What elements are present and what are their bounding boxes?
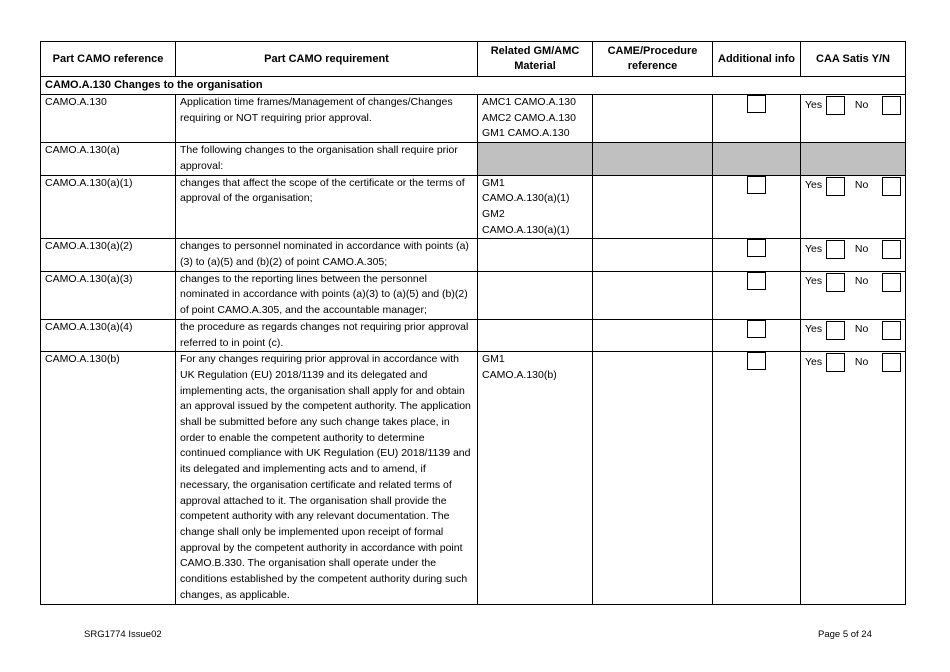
additional-info-checkbox[interactable] (747, 320, 766, 338)
additional-info-cell (713, 175, 801, 239)
yes-checkbox[interactable] (826, 96, 845, 115)
gm-line: GM1 (482, 176, 505, 189)
requirement-cell: changes to personnel nominated in accordance with points (a)(3) to (a)(5) and (b)(2) of point CAMO.A.305; (176, 239, 478, 271)
ref-cell: CAMO.A.130(a)(1) (41, 175, 176, 239)
came-cell[interactable] (593, 175, 713, 239)
gm-cell (478, 175, 593, 239)
header-caa-satis: CAA Satis Y/N (801, 42, 906, 77)
yes-checkbox[interactable] (826, 321, 845, 340)
no-checkbox[interactable] (882, 321, 901, 340)
yes-label: Yes (805, 355, 823, 368)
additional-info-cell (713, 271, 801, 319)
table-row (41, 319, 906, 351)
no-label: No (854, 242, 869, 255)
no-label: No (854, 355, 869, 368)
ref-cell: CAMO.A.130 (41, 95, 176, 143)
satis-options (805, 352, 901, 372)
came-cell[interactable] (593, 271, 713, 319)
ref-cell: CAMO.A.130(a)(4) (41, 319, 176, 351)
no-label: No (854, 98, 869, 111)
ref-cell: CAMO.A.130(a)(2) (41, 239, 176, 271)
section-row (41, 77, 906, 95)
header-additional-info: Additional info (713, 42, 801, 77)
gm-line: CAMO.A.130(b) (482, 368, 557, 381)
no-checkbox[interactable] (882, 353, 901, 372)
gm-line: CAMO.A.130(a)(1) (482, 223, 570, 236)
requirement-cell: changes to the reporting lines between the personnel nominated in accordance with points (a)(3) to (a)(5) and (b)(2) of point CAMO.A.305, and the accountable manager; (176, 271, 478, 319)
satis-options (805, 272, 901, 292)
table-row (41, 271, 906, 319)
additional-info-checkbox[interactable] (747, 352, 766, 370)
ref-cell: CAMO.A.130(b) (41, 352, 176, 604)
requirement-cell: the procedure as regards changes not requiring prior approval referred to in point (c). (176, 319, 478, 351)
gm-cell-disabled (478, 143, 593, 175)
requirement-cell: changes that affect the scope of the certificate or the terms of approval of the organisation; (176, 175, 478, 239)
satis-options (805, 320, 901, 340)
satis-options (805, 239, 901, 259)
no-label: No (854, 323, 869, 336)
gm-cell (478, 271, 593, 319)
additional-info-checkbox[interactable] (747, 239, 766, 257)
yes-label: Yes (805, 98, 823, 111)
came-cell[interactable] (593, 352, 713, 604)
header-part-camo-requirement: Part CAMO requirement (176, 42, 478, 77)
additional-info-cell (713, 352, 801, 604)
requirement-cell: The following changes to the organisation shall require prior approval: (176, 143, 478, 175)
table-row (41, 175, 906, 239)
no-checkbox[interactable] (882, 240, 901, 259)
satis-cell (801, 352, 906, 604)
table-row (41, 239, 906, 271)
gm-cell (478, 239, 593, 271)
table-row (41, 95, 906, 143)
additional-info-checkbox[interactable] (747, 176, 766, 194)
footer-page-number: Page 5 of 24 (818, 629, 872, 640)
additional-info-cell (713, 319, 801, 351)
additional-info-checkbox[interactable] (747, 272, 766, 290)
came-cell[interactable] (593, 95, 713, 143)
gm-line: CAMO.A.130(a)(1) (482, 192, 570, 205)
no-checkbox[interactable] (882, 177, 901, 196)
yes-checkbox[interactable] (826, 273, 845, 292)
yes-checkbox[interactable] (826, 353, 845, 372)
additional-info-cell (713, 239, 801, 271)
requirement-cell: For any changes requiring prior approval in accordance with UK Regulation (EU) 2018/1139 and its delegated and implementing acts, the organisation shall apply for and obtain an approval issued by the competent authority. The application shall be submitted before any such change takes place, in order to enable the competent authority to determine continued compliance with UK Regulation (EU) 2018/1139 and its delegated and implementing acts and to amend, if necessary, the organisation certificate and related terms of approval attached to it. The organisation shall provide the competent authority with any relevant documentation. The change shall only be implemented upon receipt of formal approval by the competent authority in accordance with point CAMO.B.330. The organisation shall operate under the conditions established by the competent authority during such changes, as applicable. (176, 352, 478, 604)
header-came-procedure-reference: CAME/Procedure reference (593, 42, 713, 77)
ref-cell: CAMO.A.130(a)(3) (41, 271, 176, 319)
gm-line: GM2 (482, 207, 505, 220)
satis-cell (801, 319, 906, 351)
satis-cell (801, 95, 906, 143)
came-cell[interactable] (593, 239, 713, 271)
gm-line: AMC2 CAMO.A.130 (482, 111, 576, 124)
came-cell-disabled (593, 143, 713, 175)
no-checkbox[interactable] (882, 273, 901, 292)
no-checkbox[interactable] (882, 96, 901, 115)
no-label: No (854, 179, 869, 192)
ref-cell: CAMO.A.130(a) (41, 143, 176, 175)
table-row (41, 143, 906, 175)
requirement-cell: Application time frames/Management of changes/Changes requiring or NOT requiring prior approval. (176, 95, 478, 143)
gm-cell (478, 319, 593, 351)
gm-line: AMC1 CAMO.A.130 (482, 96, 576, 108)
satis-cell (801, 271, 906, 319)
came-cell[interactable] (593, 319, 713, 351)
compliance-table (40, 41, 906, 605)
yes-label: Yes (805, 275, 823, 288)
additional-info-checkbox[interactable] (747, 95, 766, 113)
gm-line: GM1 (482, 353, 505, 366)
additional-info-cell-disabled (713, 143, 801, 175)
gm-cell (478, 95, 593, 143)
additional-info-cell (713, 95, 801, 143)
no-label: No (854, 275, 869, 288)
yes-checkbox[interactable] (826, 177, 845, 196)
header-part-camo-reference: Part CAMO reference (41, 42, 176, 77)
gm-line: GM1 CAMO.A.130 (482, 127, 570, 140)
yes-checkbox[interactable] (826, 240, 845, 259)
satis-options (805, 176, 901, 196)
yes-label: Yes (805, 242, 823, 255)
satis-cell (801, 175, 906, 239)
gm-cell (478, 352, 593, 604)
satis-cell (801, 239, 906, 271)
section-title: CAMO.A.130 Changes to the organisation (41, 77, 906, 95)
footer-doc-id: SRG1774 Issue02 (84, 629, 162, 640)
header-row (41, 42, 906, 77)
yes-label: Yes (805, 179, 823, 192)
header-related-gm-amc: Related GM/AMC Material (478, 42, 593, 77)
yes-label: Yes (805, 323, 823, 336)
table-row (41, 352, 906, 604)
satis-options (805, 95, 901, 115)
satis-cell-disabled (801, 143, 906, 175)
